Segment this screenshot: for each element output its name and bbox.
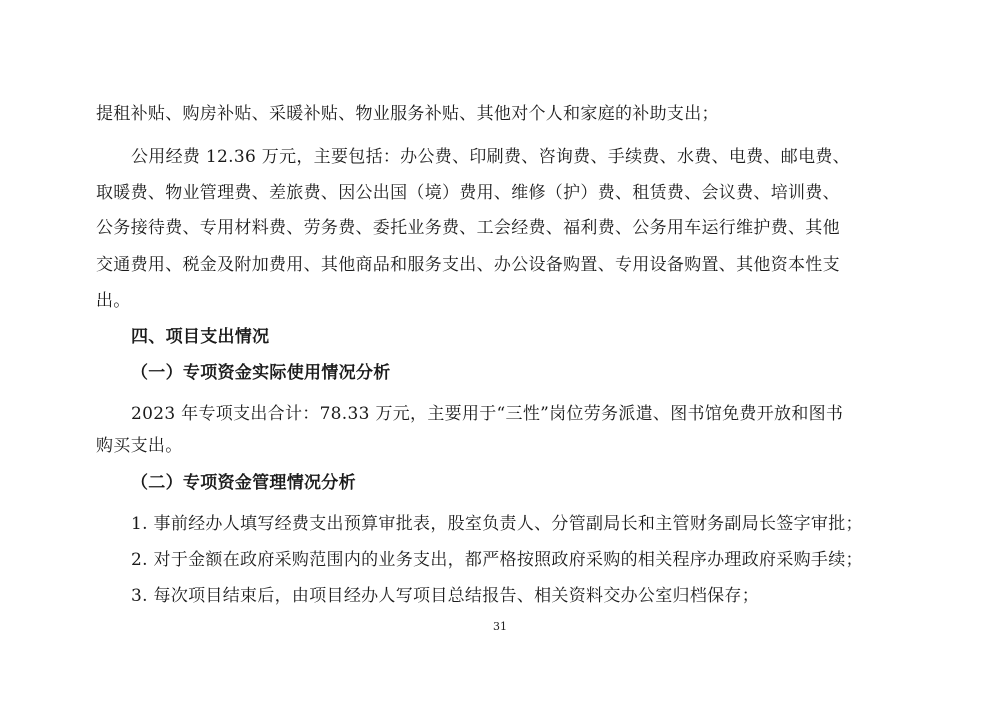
paragraph-line: 提租补贴、购房补贴、采暖补贴、物业服务补贴、其他对个人和家庭的补助支出； xyxy=(96,104,719,124)
list-item: 2. 对于金额在政府采购范围内的业务支出，都严格按照政府采购的相关程序办理政府采购手续； xyxy=(131,550,863,570)
paragraph-line: 出。 xyxy=(96,291,131,311)
paragraph-line: 购买支出。 xyxy=(96,436,183,456)
paragraph-line: 2023 年专项支出合计：78.33 万元，主要用于“三性”岗位劳务派遣、图书馆免费开放和图书 xyxy=(131,404,844,424)
paragraph-line: 公务接待费、专用材料费、劳务费、委托业务费、工会经费、福利费、公务用车运行维护费、其他 xyxy=(96,218,840,238)
list-item: 1. 事前经办人填写经费支出预算审批表，股室负责人、分管副局长和主管财务副局长签字审批； xyxy=(131,514,863,534)
paragraph-line: 交通费用、税金及附加费用、其他商品和服务支出、办公设备购置、专用设备购置、其他资本性支 xyxy=(96,255,840,275)
subsection-heading: （二）专项资金管理情况分析 xyxy=(131,473,356,493)
subsection-heading: （一）专项资金实际使用情况分析 xyxy=(131,363,391,383)
page-number: 31 xyxy=(493,620,507,633)
list-item: 3. 每次项目结束后，由项目经办人写项目总结报告、相关资料交办公室归档保存； xyxy=(131,586,760,606)
paragraph-line: 公用经费 12.36 万元，主要包括：办公费、印刷费、咨询费、手续费、水费、电费、邮电费、 xyxy=(131,147,850,167)
section-heading: 四、项目支出情况 xyxy=(131,327,270,347)
paragraph-line: 取暖费、物业管理费、差旅费、因公出国（境）费用、维修（护）费、租赁费、会议费、培训费、 xyxy=(96,183,840,203)
